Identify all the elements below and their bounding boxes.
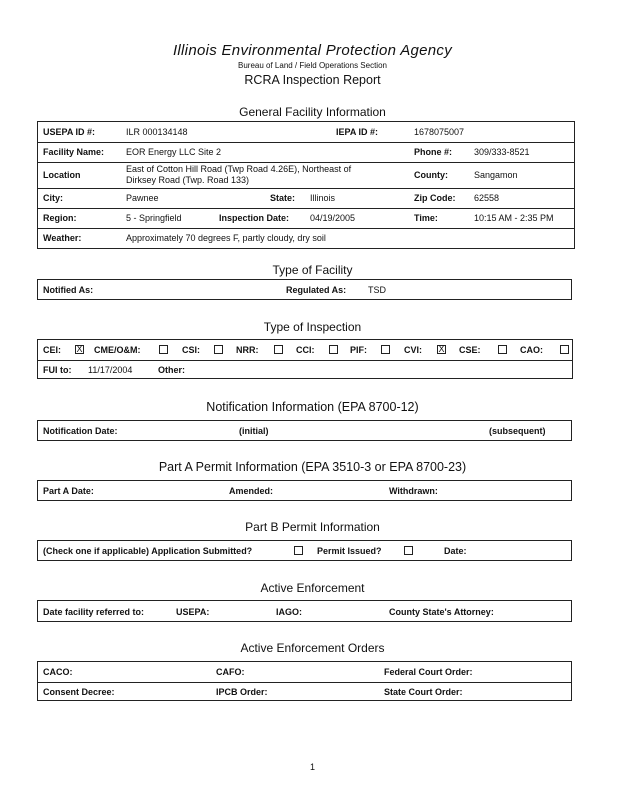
region-label: Region: — [43, 213, 77, 223]
time-label: Time: — [414, 213, 438, 223]
csi-checkbox[interactable] — [214, 345, 223, 354]
part-a-box — [37, 480, 572, 501]
nrr-label: NRR: — [236, 345, 259, 355]
county-attorney-label: County State's Attorney: — [389, 607, 494, 617]
facility-type-title: Type of Facility — [272, 263, 353, 277]
county-label: County: — [414, 170, 448, 180]
location-line-1: East of Cotton Hill Road (Twp Road 4.26E), Northeast of — [126, 164, 352, 174]
cme-om-checkbox[interactable] — [159, 345, 168, 354]
notification-box — [37, 420, 572, 441]
location-label: Location — [43, 170, 81, 180]
cao-label: CAO: — [520, 345, 543, 355]
enforcement-iago-label: IAGO: — [276, 607, 302, 617]
orders-box — [37, 661, 572, 701]
cao-checkbox[interactable] — [560, 345, 569, 354]
inspection-checkbox-row — [38, 340, 572, 361]
permit-issued-label: Permit Issued? — [317, 546, 382, 556]
regulated-as-value: TSD — [368, 285, 386, 295]
cvi-checkbox[interactable]: X — [438, 344, 445, 354]
enforcement-usepa-label: USEPA: — [176, 607, 210, 617]
part-b-title: Part B Permit Information — [245, 520, 380, 534]
other-label: Other: — [158, 365, 185, 375]
inspection-type-title: Type of Inspection — [263, 320, 362, 334]
regulated-as-label: Regulated As: — [286, 285, 347, 295]
fui-value: 11/17/2004 — [88, 365, 133, 375]
row-weather — [38, 228, 574, 248]
cei-label: CEI: — [43, 345, 61, 355]
page-number: 1 — [309, 762, 315, 772]
weather-value: Approximately 70 degrees F, partly cloudy, dry soil — [126, 233, 326, 243]
notification-title: Notification Information (EPA 8700-12) — [206, 400, 419, 414]
enforcement-title: Active Enforcement — [260, 581, 365, 595]
federal-court-order-label: Federal Court Order: — [384, 667, 473, 677]
nrr-checkbox[interactable] — [274, 345, 283, 354]
cse-label: CSE: — [459, 345, 481, 355]
part-b-application-label: (Check one if applicable) Application Submitted? — [43, 546, 253, 556]
facility-name-value: EOR Energy LLC Site 2 — [126, 147, 222, 157]
zip-value: 62558 — [474, 193, 500, 203]
general-info-box — [37, 121, 575, 249]
zip-label: Zip Code: — [414, 193, 456, 203]
usepa-id-value: ILR 000134148 — [126, 127, 188, 137]
notification-initial: (initial) — [239, 426, 269, 436]
orders-row-1 — [38, 662, 571, 683]
state-court-order-label: State Court Order: — [384, 687, 463, 697]
row-location — [38, 162, 574, 189]
cei-checkbox[interactable]: X — [76, 344, 83, 354]
orders-title: Active Enforcement Orders — [240, 641, 385, 655]
iepa-id-label: IEPA ID #: — [336, 127, 379, 137]
location-line-2: Dirksey Road (Twp. Road 133) — [126, 175, 250, 185]
notification-date-label: Notification Date: — [43, 426, 118, 436]
report-title: RCRA Inspection Report — [244, 73, 381, 87]
pif-label: PIF: — [350, 345, 367, 355]
city-value: Pawnee — [126, 193, 159, 203]
agency-title: Illinois Environmental Protection Agency — [172, 42, 453, 59]
cse-checkbox[interactable] — [498, 345, 507, 354]
bureau-subtitle: Bureau of Land / Field Operations Section — [238, 61, 387, 70]
referred-to-label: Date facility referred to: — [43, 607, 145, 617]
inspection-date-label: Inspection Date: — [219, 213, 290, 223]
ipcb-order-label: IPCB Order: — [216, 687, 268, 697]
application-submitted-checkbox[interactable] — [294, 546, 303, 555]
part-a-withdrawn-label: Withdrawn: — [389, 486, 438, 496]
cme-om-label: CME/O&M: — [94, 345, 141, 355]
facility-name-label: Facility Name: — [43, 147, 105, 157]
time-value: 10:15 AM - 2:35 PM — [474, 213, 554, 223]
city-label: City: — [43, 193, 63, 203]
county-value: Sangamon — [474, 170, 518, 180]
state-value: Illinois — [310, 193, 336, 203]
facility-type-box — [37, 279, 572, 300]
enforcement-box — [37, 600, 572, 622]
row-city — [38, 188, 574, 209]
notified-as-label: Notified As: — [43, 285, 94, 295]
region-value: 5 - Springfield — [126, 213, 182, 223]
row-ids — [38, 122, 574, 143]
csi-label: CSI: — [182, 345, 200, 355]
cci-checkbox[interactable] — [329, 345, 338, 354]
inspection-type-box — [37, 339, 573, 379]
row-facility — [38, 142, 574, 163]
part-b-date-label: Date: — [444, 546, 467, 556]
part-a-date-label: Part A Date: — [43, 486, 94, 496]
state-label: State: — [270, 193, 296, 203]
part-a-title: Part A Permit Information (EPA 3510-3 or EPA 8700-23) — [158, 460, 467, 474]
consent-decree-label: Consent Decree: — [43, 687, 115, 697]
notification-subsequent: (subsequent) — [489, 426, 546, 436]
cafo-label: CAFO: — [216, 667, 245, 677]
weather-label: Weather: — [43, 233, 82, 243]
caco-label: CACO: — [43, 667, 73, 677]
inspection-date-value: 04/19/2005 — [310, 213, 356, 223]
general-section-title: General Facility Information — [239, 105, 386, 119]
cvi-label: CVI: — [404, 345, 422, 355]
inspection-fui-row — [38, 360, 572, 379]
row-region — [38, 208, 574, 229]
pif-checkbox[interactable] — [381, 345, 390, 354]
part-b-box — [37, 540, 572, 561]
cci-label: CCI: — [296, 345, 315, 355]
usepa-id-label: USEPA ID #: — [43, 127, 96, 137]
phone-label: Phone #: — [414, 147, 453, 157]
part-a-amended-label: Amended: — [229, 486, 274, 496]
fui-label: FUI to: — [43, 365, 72, 375]
orders-row-2 — [38, 682, 571, 701]
iepa-id-value: 1678075007 — [414, 127, 465, 137]
phone-value: 309/333-8521 — [474, 147, 530, 157]
permit-issued-checkbox[interactable] — [404, 546, 413, 555]
